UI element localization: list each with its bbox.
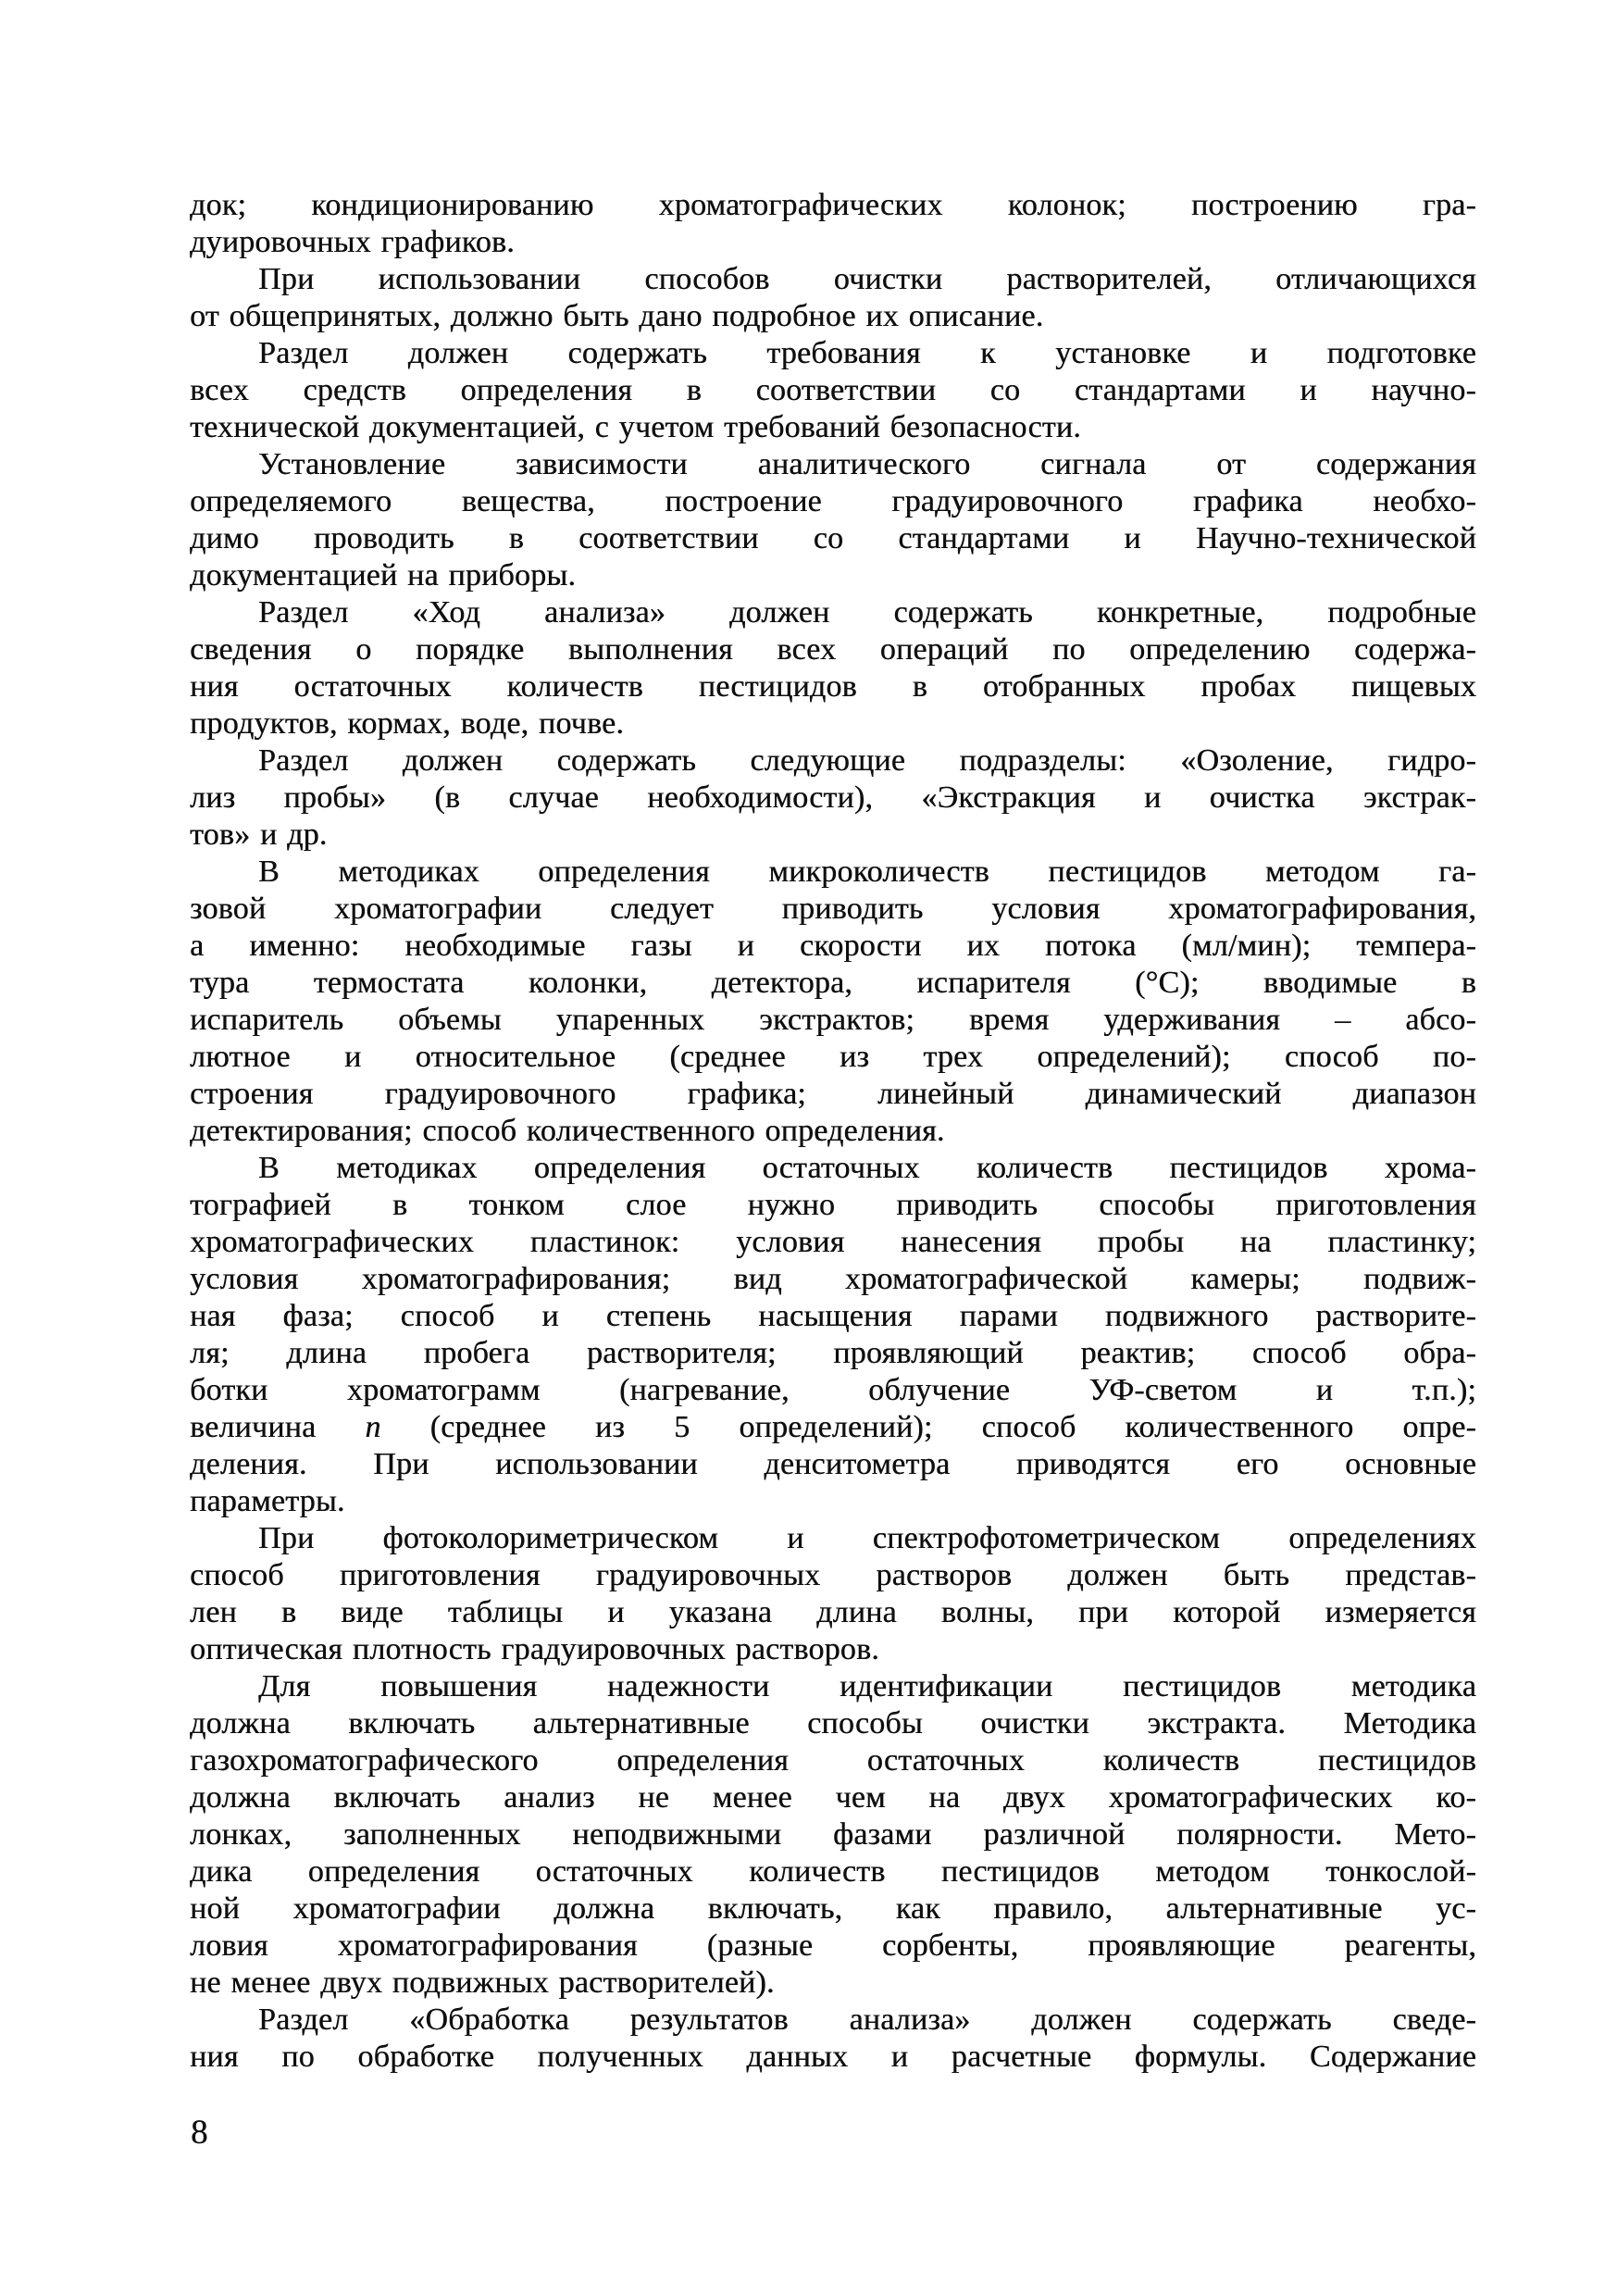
text-line: При фотоколориметрическом и спектрофотометрическом определениях	[258, 1521, 1476, 1555]
text-line: от общепринятых, должно быть дано подробное их описание.	[190, 299, 1044, 333]
text-line: ния остаточных количеств пестицидов в отобранных пробах пищевых	[190, 669, 1476, 704]
text-line: ной хроматографии должна включать, как правило, альтернативные ус-	[190, 1891, 1476, 1926]
text-line: должна включать анализ не менее чем на двух хроматографических ко-	[190, 1780, 1476, 1815]
text-line: димо проводить в соответствии со стандартами и Научно-технической	[190, 521, 1476, 555]
text-line: продуктов, кормах, воде, почве.	[190, 706, 624, 741]
text-line: ля; длина пробега растворителя; проявляющий реактив; способ обра-	[190, 1336, 1476, 1370]
text-line: параметры.	[190, 1484, 345, 1518]
text-line: не менее двух подвижных растворителей).	[190, 1965, 775, 2000]
text-column	[190, 187, 1476, 2076]
text-line: испаритель объемы упаренных экстрактов; время удерживания – абсо-	[190, 1003, 1476, 1037]
text-line: док; кондиционированию хроматографических колонок; построению гра-	[190, 188, 1476, 222]
text-line: В методиках определения микроколичеств пестицидов методом га-	[258, 855, 1476, 889]
text-line: При использовании способов очистки растворителей, отличающихся	[258, 262, 1476, 296]
text-line: Установление зависимости аналитического сигнала от содержания	[258, 447, 1476, 481]
text-line: условия хроматографирования; вид хроматографической камеры; подвиж-	[190, 1262, 1476, 1296]
text-line: оптическая плотность градуировочных растворов.	[190, 1632, 879, 1666]
text-line: деления. При использовании денситометра приводятся его основные	[190, 1447, 1476, 1481]
text-line: лонках, заполненных неподвижными фазами различной полярности. Мето-	[190, 1817, 1476, 1852]
text-line: строения градуировочного графика; линейный динамический диапазон	[190, 1077, 1476, 1111]
text-line: технической документацией, с учетом требований безопасности.	[190, 410, 1081, 444]
text-line: ная фаза; способ и степень насыщения парами подвижного растворите-	[190, 1299, 1476, 1333]
text-line: зовой хроматографии следует приводить условия хроматографирования,	[190, 892, 1476, 926]
text-line: лютное и относительное (среднее из трех определений); способ по-	[190, 1040, 1476, 1074]
text-line: В методиках определения остаточных количеств пестицидов хрома-	[258, 1151, 1476, 1185]
page-number: 8	[191, 2114, 208, 2152]
text-line: Раздел должен содержать следующие подразделы: «Озоление, гидро-	[258, 743, 1476, 778]
text-line: детектирования; способ количественного определения.	[190, 1114, 945, 1148]
text-line: ловия хроматографирования (разные сорбенты, проявляющие реагенты,	[190, 1928, 1476, 1963]
text-line: Раздел должен содержать требования к установке и подготовке	[258, 336, 1476, 370]
text-line: Для повышения надежности идентификации пестицидов методика	[258, 1669, 1476, 1703]
text-line: сведения о порядке выполнения всех операций по определению содержа-	[190, 632, 1476, 667]
text-line: должна включать альтернативные способы очистки экстракта. Методика	[190, 1706, 1476, 1741]
text-line: лиз пробы» (в случае необходимости), «Экстракция и очистка экстрак-	[190, 780, 1476, 815]
text-line: Раздел «Обработка результатов анализа» должен содержать сведе-	[258, 2003, 1476, 2037]
text-line: лен в виде таблицы и указана длина волны, при которой измеряется	[190, 1595, 1476, 1629]
text-line: ния по обработке полученных данных и расчетные формулы. Содержание	[190, 2040, 1476, 2074]
text-line: а именно: необходимые газы и скорости их потока (мл/мин); темпера-	[190, 929, 1476, 963]
text-line: способ приготовления градуировочных растворов должен быть представ-	[190, 1558, 1476, 1592]
text-line: тографией в тонком слое нужно приводить способы приготовления	[190, 1188, 1476, 1222]
text-line: газохроматографического определения остаточных количеств пестицидов	[190, 1743, 1476, 1778]
text-line: документацией на приборы.	[190, 558, 577, 593]
text-line: Раздел «Ход анализа» должен содержать конкретные, подробные	[258, 595, 1476, 630]
text-line: дика определения остаточных количеств пестицидов методом тонкослой-	[190, 1854, 1476, 1889]
text-line: тура термостата колонки, детектора, испарителя (°С); вводимые в	[190, 966, 1476, 1000]
text-line: всех средств определения в соответствии со стандартами и научно-	[190, 373, 1476, 407]
text-line: хроматографических пластинок: условия нанесения пробы на пластинку;	[190, 1225, 1476, 1259]
text-line: определяемого вещества, построение градуировочного графика необхо-	[190, 484, 1476, 518]
text-line: тов» и др.	[190, 817, 328, 852]
text-line: ботки хроматограмм (нагревание, облучение УФ-светом и т.п.);	[190, 1373, 1476, 1407]
text-line: величина n (среднее из 5 определений); способ количественного опре-	[190, 1410, 1476, 1444]
text-line: дуировочных графиков.	[190, 225, 515, 259]
